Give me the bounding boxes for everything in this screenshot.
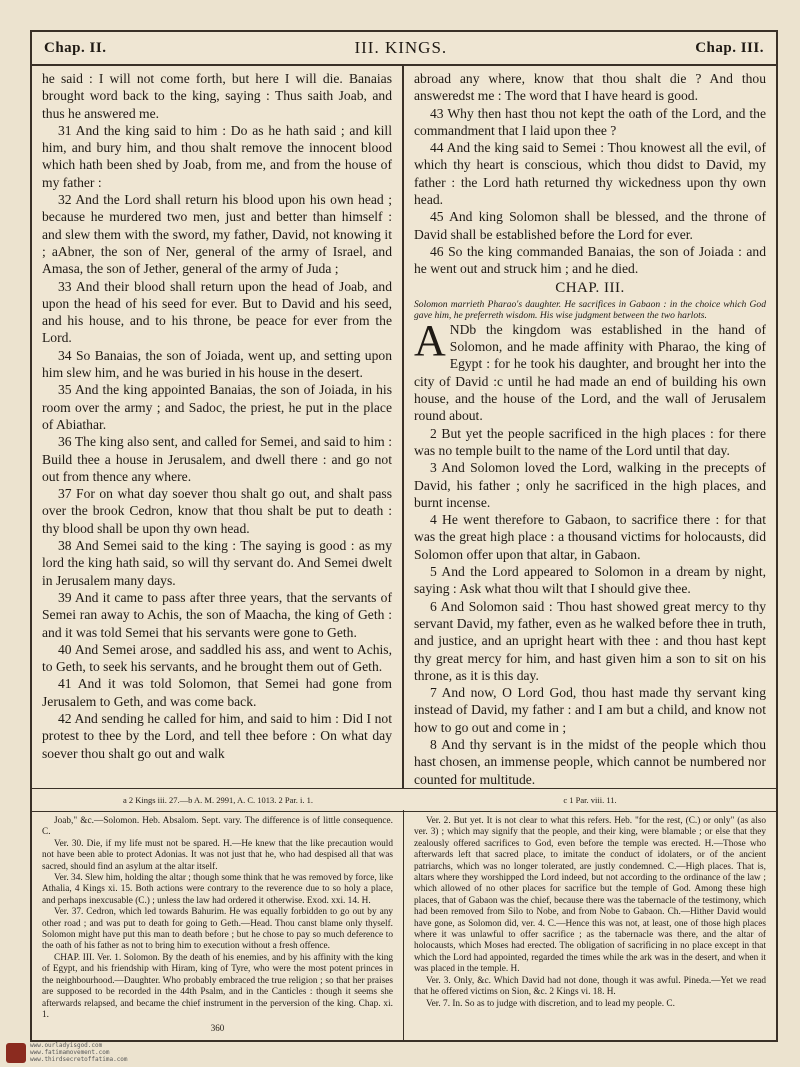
verse: abroad any where, know that thou shalt die ? And thou answeredst me : The word that I have heard is good. [414, 71, 766, 104]
verse: 31 And the king said to him : Do as he hath said ; and kill him, and bury him, and thou shalt remove the innocent blood which hath been shed by Joab, from me, and from the house of my father : [42, 122, 392, 190]
verse: 42 And sending he called for him, and said to him : Did I not protest to thee by the Lord, and tell thee before : On what day soever thou shalt go out and walk [42, 710, 392, 761]
header-right: Chap. III. [695, 39, 764, 56]
left-column [32, 66, 404, 788]
verse: 40 And Semei arose, and saddled his ass, and went to Achis, to Geth, to seek his servants, and he brought them out of Geth. [42, 641, 392, 675]
cross-reference-right: c 1 Par. viii. 11. [563, 795, 617, 805]
verse: 37 For on what day soever thou shalt go out, and shalt pass over the brook Cedron, know that thou shalt be put to death : thy blood shall be upon thy own head. [42, 486, 392, 536]
running-header [32, 32, 776, 66]
note: Ver. 2. But yet. It is not clear to what this refers. Heb. "for the rest, (C.) or only" (as also ver. 3) ; which may signify that the people, and their king, were blamable ; or else that they zealously offered sacrifices to God, even before the temple was erected. H.—Those who afterwards left that sacred place, to imitate the conduct of idolaters, or of the ancient patriarchs, which was no longer tolerated, are justly condemned. C.—High places. That is, altars where they worshipped the Lord indeed, but not according to the ordinance of the law ; which allowed of no other places for sacrifice but the temple of God. Among these high places, that of Gabaon was the chief, because there was the tabernacle of the testimony, which had been removed from Silo to Nobe, and from Nobe to Gabaon. Ch.—Hither David would have gone, as Solomon did, ver. 4. C.—Hence this was not, at least, one of those high places where it was unlawful to offer sacrifice ; as the tabernacle was there, and the altar of holocausts, which Moses had erected. The obligation of sacrificing in no place except in that which the Lord had appointed, regarded the times while the ark was in the desert, and when it was placed in the temple. H. [414, 816, 766, 975]
note: Ver. 30. Die, if my life must not be spared. H.—He knew that the like precaution would not have been able to protect Adonias. It was not just that he, who had despised all that was sacred, should find an asylum at the altar itself. [42, 838, 393, 872]
verse: 39 And it came to pass after three years, that the servants of Semei ran away to Achis, the son of Maacha, the king of Geth : and it was told Semei that his servants were gone to Geth. [42, 589, 392, 640]
page-number: 360 [210, 1023, 225, 1034]
chapter-summary: Solomon marrieth Pharao's daughter. He sacrifices in Gabaon : in the choice which God gave him, he preferreth wisdom. His wise judgment between the two harlots. [414, 298, 766, 321]
note: Joab," &c.—Solomon. Heb. Absalom. Sept. vary. The difference is of little consequence. C. [42, 816, 393, 838]
verse: 32 And the Lord shall return his blood upon his own head ; because he murdered two men, just and better than himself : and slew them with the sword, my father, David, not knowing it ; aAbner, the son of Ner, general of the army of Israel, and Amasa, the son of Jether, general of the army of Juda ; [42, 192, 392, 277]
verse: 36 The king also sent, and called for Semei, and said to him : Build thee a house in Jerusalem, and dwell there : and go not out from thence any where. [42, 434, 392, 484]
verse: 5 And the Lord appeared to Solomon in a dream by night, saying : Ask what thou wilt that I should give thee. [414, 564, 766, 597]
cross-references [32, 788, 776, 812]
verse: 45 And king Solomon shall be blessed, and the throne of David shall be established before the Lord for ever. [414, 209, 766, 242]
verse: 34 So Banaias, the son of Joiada, went up, and setting upon him slew him, and he was buried in his house in the desert. [42, 347, 392, 381]
note: Ver. 3. Only, &c. Which David had not done, though it was awful. Pineda.—Yet we read that he offered victims on Sion, &c. 2 Kings vi. 18. H. [414, 975, 766, 998]
first-paragraph-text: NDb the kingdom was established in the hand of Solomon, and he made affinity with Pharao, the king of Egypt : for he took his daughter, and brought her into the city of David :c until he had made an end of building his own house, and the house of the Lord, and the wall of Jerusalem round about. [414, 321, 766, 424]
header-title: III. KINGS. [354, 38, 448, 57]
commentary-notes [32, 810, 776, 1040]
note: Ver. 7. In. So as to judge with discretion, and to lead my people. C. [426, 998, 675, 1009]
verse: 35 And the king appointed Banaias, the son of Joiada, in his room over the army ; and Sadoc, the priest, he put in the place of Abiathar. [42, 382, 392, 432]
verse: 6 And Solomon said : Thou hast showed great mercy to thy servant David, my father, even as he walked before thee in truth, and justice, and an upright heart with thee : and thou hast kept thy great mercy for him, and hast given him a son to sit on his throne, as it is this day. [414, 598, 766, 683]
watermark-url: www.thirdsecretoffatima.com [30, 1056, 128, 1063]
text-columns [32, 66, 776, 788]
note: Ver. 34. Slew him, holding the altar ; though some think that he was removed by force, like Athalia, 4 Kings xi. 15. Both actions were contrary to the reverence due to so holy a place, and perhaps inexcusable (C.) ; unless the law had ordered it otherwise. Exod. xxi. 14. H. [42, 873, 394, 906]
verse: he said : I will not come forth, but here I will die. Banaias brought word back to the king, saying : Thus saith Joab, and thus he answered me. [42, 71, 392, 121]
verse: 44 And the king said to Semei : Thou knowest all the evil, of which thy heart is conscious, which thou didst to David, my father : the Lord hath returned thy wickedness upon thy own head. [414, 140, 766, 208]
verse: 43 Why then hast thou not kept the oath of the Lord, and the commandment that I laid upon thee ? [414, 105, 766, 138]
watermark [6, 1042, 128, 1063]
watermark-urls [30, 1042, 128, 1063]
verse: 4 He went therefore to Gabaon, to sacrifice there : for that was the great high place : a thousand victims for holocausts, did Solomon offer upon that altar, in Gabaon. [414, 512, 766, 562]
note: CHAP. III. Ver. 1. Solomon. By the death of his enemies, and by his affinity with the king of Egypt, and his friendship with Hiram, king of Tyre, who were the most potent princes in the neighbourhood.—Daughter. Who probably embraced the true religion ; so that her praises are supposed to be recorded in the 44th Psalm, and in the Canticles : though it seems she afterwards relapsed, and became the chief instrument in the perversion of the king. Chap. xi. 1. [42, 952, 393, 1020]
right-column [404, 66, 776, 788]
verse: 46 So the king commanded Banaias, the son of Joiada : and he went out and struck him ; and he died. [414, 243, 766, 277]
verse: 38 And Semei said to the king : The saying is good : as my lord the king hath said, so will thy servant do. And Semei dwelt in Jerusalem many days. [42, 538, 392, 588]
watermark-url: www.fatimamovement.com [30, 1049, 110, 1056]
notes-left-column [32, 810, 404, 1040]
header-left: Chap. II. [44, 39, 107, 56]
seal-icon [6, 1043, 26, 1063]
verse: 8 And thy servant is in the midst of the people which thou hast chosen, an immense people, which cannot be numbered nor counted for multitude. [414, 736, 766, 787]
drop-cap: A [414, 315, 446, 365]
chapter-title: CHAP. III. [555, 279, 625, 296]
verse: 41 And it was told Solomon, that Semei had gone from Jerusalem to Geth, and was come back. [42, 676, 392, 709]
note: Ver. 37. Cedron, which led towards Bahurim. He was equally forbidden to go out by any other road ; and was put to death for going to Geth.—Head. Thou canst blame only thyself. Solomon might have put this man to death before ; but he chose to pay so much deference to the oath of his father as not to bring him to execution without a fresh offence. [42, 907, 393, 952]
page [30, 30, 778, 1042]
chapter-first-paragraph [414, 315, 766, 425]
verse: 2 But yet the people sacrificed in the high places : for there was no temple built to the name of the Lord until that day. [414, 425, 766, 458]
watermark-url: www.ourladyisgod.com [30, 1042, 103, 1049]
verse: 7 And now, O Lord God, thou hast made thy servant king instead of David, my father : and I am but a child, and know not how to go out and come in ; [414, 685, 766, 735]
cross-reference-left: a 2 Kings iii. 27.—b A. M. 2991, A. C. 1013. 2 Par. i. 1. [122, 795, 314, 805]
verse: 3 And Solomon loved the Lord, walking in the precepts of David, his father ; only he sacrificed in the high places, and burnt incense. [414, 460, 766, 510]
notes-right-column [404, 810, 776, 1040]
verse: 33 And their blood shall return upon the head of Joab, and upon the head of his seed for ever. But to David and his seed, and his house, and to his throne, be peace for ever from the Lord. [42, 278, 392, 346]
